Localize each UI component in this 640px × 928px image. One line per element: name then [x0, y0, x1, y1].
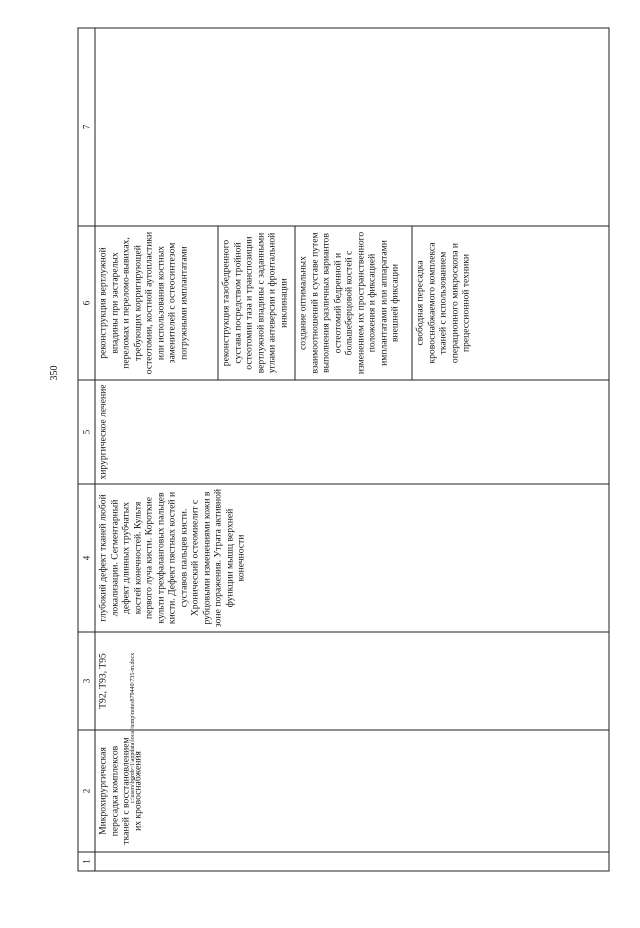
column-number: 5	[78, 380, 95, 484]
cell-treatment-type: хирургическое лечение	[95, 380, 609, 484]
cell-empty	[95, 28, 609, 226]
column-number: 3	[78, 632, 95, 730]
file-path: c:\users\borob~1\appdata\local\temp\notes879440\735-m.docx	[130, 652, 136, 804]
method-item: свободная пересадка кровоснабжаемого комплекса тканей с использованием операционного микроскопа и прецессионной техники	[414, 241, 471, 364]
cell-empty	[95, 852, 609, 871]
method-item: реконструкция тазобедренного сустава посредством тройной остеотомии таза и транспозиции вертлужной впадины с заданными углами антеверсии и фронтальной инклинации	[218, 226, 295, 379]
column-number-row	[78, 28, 95, 871]
page-number: 350	[49, 365, 60, 381]
cell-icd-codes: T92, T93, T95	[95, 632, 609, 730]
medical-table	[77, 27, 609, 871]
column-number: 2	[78, 730, 95, 852]
table-row	[95, 28, 609, 871]
method-item: создание оптимальных взаимоотношений в суставе путем выполнения различных вариантов остеотомий бедренной и большеберцовой костей с изменением их пространственного положения и фиксацией имплантатами или аппаратами внешней фиксации	[295, 226, 412, 379]
column-number: 4	[78, 484, 95, 632]
table-wrapper	[77, 28, 609, 871]
column-number: 1	[78, 852, 95, 871]
cell-model-description: глубокий дефект тканей любой локализации. Сегментарный дефект длинных трубчатых костей конечностей. Культя первого луча кисти. Короткие культи трехфаланговых пальцев кисти. Дефект пястных костей и суставов пальцев кисти. Хронический остеомиелит с рубцовыми изменениями кожи в зоне поражения. Утрата активной функции мышц верхней конечности	[95, 484, 609, 632]
cell-treatment-methods	[95, 226, 609, 380]
method-item: реконструкция вертлужной впадины при застарелых переломах и переломо-вывихах, требующих корригирующей остеотомии, костной аутопластики или использования костных заменителей с остеосинтезом погружными имплантатами	[95, 226, 218, 379]
column-number: 6	[78, 226, 95, 380]
column-number: 7	[78, 28, 95, 226]
cell-procedure-name: Микрохирургическая пересадка комплексов тканей с восстановлением их кровоснабжения	[95, 730, 609, 852]
